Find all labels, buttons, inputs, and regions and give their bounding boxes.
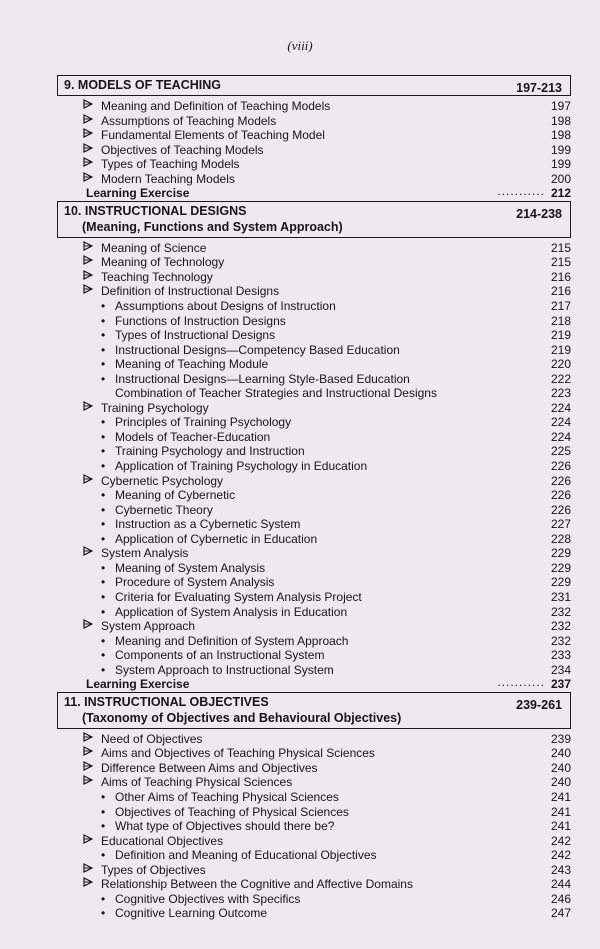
toc-entry[interactable] bbox=[57, 444, 571, 459]
bullet-dot-icon: • bbox=[101, 560, 106, 575]
bullet-dot-icon: • bbox=[101, 444, 106, 459]
dot-leader: ........... bbox=[497, 675, 545, 690]
entry-title: Criteria for Evaluating System Analysis Project bbox=[115, 589, 362, 604]
entry-title: Meaning of System Analysis bbox=[115, 560, 266, 575]
bullet-dot-icon: • bbox=[101, 488, 106, 503]
entry-page: 229 bbox=[550, 560, 571, 575]
bullet-dot-icon: • bbox=[101, 415, 106, 430]
entry-page: 242 bbox=[550, 848, 571, 863]
entry-title: Educational Objectives bbox=[101, 833, 224, 848]
dot-leader: ........... bbox=[497, 184, 545, 199]
entry-title: Components of an Instructional System bbox=[115, 648, 325, 663]
toc-entry[interactable] bbox=[57, 357, 571, 372]
toc-entry[interactable] bbox=[57, 270, 571, 285]
entry-title: Relationship Between the Cognitive and Affective Domains bbox=[101, 877, 413, 892]
arrow-bullet-icon bbox=[83, 255, 93, 271]
entry-title: Fundamental Elements of Teaching Model bbox=[101, 128, 325, 143]
toc-entry[interactable] bbox=[57, 819, 571, 834]
entry-page: 240 bbox=[550, 746, 571, 761]
entry-page: 241 bbox=[550, 789, 571, 804]
arrow-bullet-icon bbox=[83, 270, 93, 286]
entry-title: Types of Teaching Models bbox=[101, 157, 240, 172]
entry-page: 227 bbox=[550, 517, 571, 532]
entry-page: 231 bbox=[550, 589, 571, 604]
entry-title: Other Aims of Teaching Physical Sciences bbox=[115, 789, 339, 804]
entry-title: Definition and Meaning of Educational Objectives bbox=[115, 848, 377, 863]
chapter-number: 10. bbox=[64, 203, 82, 218]
entry-page: 225 bbox=[550, 444, 571, 459]
bullet-dot-icon: • bbox=[101, 459, 106, 474]
arrow-bullet-icon bbox=[83, 241, 93, 257]
bullet-dot-icon: • bbox=[101, 575, 106, 590]
chapter-title-text: MODELS OF TEACHING bbox=[77, 78, 221, 92]
entry-title: Models of Teacher-Education bbox=[115, 429, 271, 444]
entry-page: 198 bbox=[550, 128, 571, 143]
chapter-number: 11. bbox=[64, 694, 81, 709]
chapter-page-range: 239-261 bbox=[516, 697, 562, 712]
toc-entry[interactable] bbox=[57, 546, 571, 561]
chapter-header[interactable] bbox=[57, 201, 571, 238]
entry-title: System Approach to Instructional System bbox=[115, 662, 334, 677]
entry-page: 216 bbox=[550, 269, 571, 284]
entry-page: 241 bbox=[550, 819, 571, 834]
entry-title: Meaning of Teaching Module bbox=[115, 357, 269, 372]
toc-entry[interactable] bbox=[57, 255, 571, 270]
entry-page: 198 bbox=[550, 113, 571, 128]
entry-title: Cognitive Objectives with Specifics bbox=[115, 891, 301, 906]
arrow-bullet-icon bbox=[83, 746, 93, 762]
toc-entry[interactable] bbox=[57, 172, 571, 187]
entry-title: Meaning of Science bbox=[101, 240, 207, 255]
bullet-dot-icon: • bbox=[101, 531, 106, 546]
entry-title: Cybernetic Theory bbox=[115, 502, 213, 517]
toc-entry[interactable] bbox=[57, 663, 571, 678]
toc-entry[interactable] bbox=[57, 906, 571, 921]
toc-entry[interactable] bbox=[57, 863, 571, 878]
chapter-subtitle: (Taxonomy of Objectives and Behavioural Objectives) bbox=[82, 710, 402, 725]
entry-title: Combination of Teacher Strategies and Instructional Designs bbox=[115, 386, 437, 401]
entry-page: 219 bbox=[550, 328, 571, 343]
entry-page: 240 bbox=[550, 775, 571, 790]
toc-entry[interactable] bbox=[57, 790, 571, 805]
chapter-title-text: INSTRUCTIONAL DESIGNS bbox=[84, 203, 247, 218]
entry-title: Definition of Instructional Designs bbox=[101, 284, 280, 299]
entry-page: 212 bbox=[550, 186, 571, 201]
entry-title: Types of Instructional Designs bbox=[115, 328, 276, 343]
toc-entry[interactable] bbox=[57, 648, 571, 663]
entry-page: 246 bbox=[550, 891, 571, 906]
entry-page: 232 bbox=[550, 604, 571, 619]
chapter-title-text: INSTRUCTIONAL OBJECTIVES bbox=[84, 694, 269, 709]
toc-entry[interactable] bbox=[57, 143, 571, 158]
entry-title: Application of Cybernetic in Education bbox=[115, 531, 318, 546]
entry-page: 226 bbox=[550, 473, 571, 488]
entry-page: 226 bbox=[550, 488, 571, 503]
toc-entry[interactable] bbox=[57, 99, 571, 114]
bullet-dot-icon: • bbox=[101, 633, 106, 648]
chapter-subtitle: (Meaning, Functions and System Approach) bbox=[82, 219, 343, 234]
entry-page: 228 bbox=[550, 531, 571, 546]
chapter-title bbox=[64, 78, 221, 92]
entry-page: 220 bbox=[550, 357, 571, 372]
entry-page: 229 bbox=[550, 575, 571, 590]
entry-title: Teaching Technology bbox=[101, 269, 213, 284]
toc-entry[interactable] bbox=[57, 517, 571, 532]
entry-title: Application of System Analysis in Education bbox=[115, 604, 348, 619]
toc-entry[interactable] bbox=[57, 561, 571, 576]
chapter-header[interactable] bbox=[57, 692, 571, 729]
entry-page: 243 bbox=[550, 862, 571, 877]
entry-title: Training Psychology and Instruction bbox=[115, 444, 305, 459]
toc-entry[interactable] bbox=[57, 834, 571, 849]
toc-entry[interactable] bbox=[57, 575, 571, 590]
arrow-bullet-icon bbox=[83, 863, 93, 879]
bullet-dot-icon: • bbox=[101, 357, 106, 372]
entry-title: Application of Training Psychology in Education bbox=[115, 459, 368, 474]
bullet-dot-icon: • bbox=[101, 589, 106, 604]
entry-title: Instructional Designs—Learning Style-Based Education bbox=[115, 371, 410, 386]
entry-page: 247 bbox=[550, 906, 571, 921]
bullet-dot-icon: • bbox=[101, 604, 106, 619]
arrow-bullet-icon bbox=[83, 474, 93, 490]
entry-page: 215 bbox=[550, 255, 571, 270]
toc-entry[interactable] bbox=[57, 343, 571, 358]
entry-page: 219 bbox=[550, 342, 571, 357]
entry-page: 239 bbox=[550, 731, 571, 746]
entry-page: 218 bbox=[550, 313, 571, 328]
bullet-dot-icon: • bbox=[101, 848, 106, 863]
entry-page: 234 bbox=[550, 662, 571, 677]
entry-title: System Analysis bbox=[101, 546, 189, 561]
bullet-dot-icon: • bbox=[101, 429, 106, 444]
entry-page: 215 bbox=[550, 240, 571, 255]
chapter-title bbox=[64, 204, 246, 218]
arrow-bullet-icon bbox=[83, 284, 93, 300]
entry-title: Assumptions of Teaching Models bbox=[101, 113, 277, 128]
entry-title: What type of Objectives should there be? bbox=[115, 819, 335, 834]
arrow-bullet-icon bbox=[83, 128, 93, 144]
chapter-page-range: 214-238 bbox=[516, 206, 562, 221]
toc-entry[interactable] bbox=[57, 128, 571, 143]
toc-entry[interactable] bbox=[57, 746, 571, 761]
bullet-dot-icon: • bbox=[101, 789, 106, 804]
arrow-bullet-icon bbox=[83, 99, 93, 115]
entry-title: Meaning of Cybernetic bbox=[115, 488, 236, 503]
entry-page: 232 bbox=[550, 633, 571, 648]
entry-page: 223 bbox=[550, 386, 571, 401]
entry-page: 226 bbox=[550, 459, 571, 474]
chapter-number: 9. bbox=[64, 78, 75, 92]
toc-entry[interactable] bbox=[57, 299, 571, 314]
entry-title: Cognitive Learning Outcome bbox=[115, 906, 268, 921]
entry-page: 217 bbox=[550, 299, 571, 314]
entry-title: Modern Teaching Models bbox=[101, 171, 235, 186]
entry-title: Functions of Instruction Designs bbox=[115, 313, 286, 328]
chapter-page-range: 197-213 bbox=[516, 81, 562, 95]
bullet-dot-icon: • bbox=[101, 648, 106, 663]
entry-title: Objectives of Teaching of Physical Sciences bbox=[115, 804, 349, 819]
toc-entry[interactable] bbox=[57, 775, 571, 790]
arrow-bullet-icon bbox=[83, 834, 93, 850]
arrow-bullet-icon bbox=[83, 546, 93, 562]
entry-title: Aims and Objectives of Teaching Physical Sciences bbox=[101, 746, 375, 761]
entry-page: 199 bbox=[550, 142, 571, 157]
entry-page: 244 bbox=[550, 877, 571, 892]
toc-entry[interactable] bbox=[57, 619, 571, 634]
entry-title: Types of Objectives bbox=[101, 862, 206, 877]
entry-title: Meaning and Definition of System Approach bbox=[115, 633, 349, 648]
arrow-bullet-icon bbox=[83, 775, 93, 791]
toc-entry[interactable] bbox=[57, 241, 571, 256]
entry-title: Principles of Training Psychology bbox=[115, 415, 292, 430]
entry-page: 224 bbox=[550, 429, 571, 444]
toc-entry[interactable] bbox=[57, 848, 571, 863]
entry-page: 222 bbox=[550, 371, 571, 386]
entry-title: Learning Exercise bbox=[86, 186, 190, 201]
entry-page: 237 bbox=[550, 677, 571, 692]
entry-title: Objectives of Teaching Models bbox=[101, 142, 264, 157]
toc-entry[interactable] bbox=[57, 284, 571, 299]
entry-title: Need of Objectives bbox=[101, 731, 203, 746]
entry-page: 232 bbox=[550, 619, 571, 634]
toc-entry[interactable] bbox=[57, 386, 571, 401]
toc-entry[interactable] bbox=[57, 328, 571, 343]
toc-entry[interactable] bbox=[57, 590, 571, 605]
toc-entry[interactable] bbox=[57, 877, 571, 892]
arrow-bullet-icon bbox=[83, 172, 93, 188]
toc-entry[interactable] bbox=[57, 372, 571, 387]
page-number: (viii) bbox=[287, 38, 313, 53]
entry-title: Cybernetic Psychology bbox=[101, 473, 224, 488]
arrow-bullet-icon bbox=[83, 619, 93, 635]
toc-entry[interactable] bbox=[57, 157, 571, 172]
toc-entry[interactable] bbox=[57, 474, 571, 489]
entry-title: Difference Between Aims and Objectives bbox=[101, 760, 318, 775]
bullet-dot-icon: • bbox=[101, 517, 106, 532]
entry-page: 200 bbox=[550, 171, 571, 186]
arrow-bullet-icon bbox=[83, 143, 93, 159]
toc-entry[interactable] bbox=[57, 532, 571, 547]
arrow-bullet-icon bbox=[83, 157, 93, 173]
arrow-bullet-icon bbox=[83, 761, 93, 777]
entry-page: 199 bbox=[550, 157, 571, 172]
learning-exercise-row[interactable] bbox=[57, 186, 571, 201]
bullet-dot-icon: • bbox=[101, 299, 106, 314]
bullet-dot-icon: • bbox=[101, 328, 106, 343]
entry-page: 216 bbox=[550, 284, 571, 299]
entry-page: 229 bbox=[550, 546, 571, 561]
toc-entry[interactable] bbox=[57, 488, 571, 503]
toc-entry[interactable] bbox=[57, 634, 571, 649]
bullet-dot-icon: • bbox=[101, 371, 106, 386]
entry-title: Procedure of System Analysis bbox=[115, 575, 275, 590]
entry-page: 197 bbox=[550, 99, 571, 113]
toc-entry[interactable] bbox=[57, 314, 571, 329]
entry-title: Instructional Designs—Competency Based Education bbox=[115, 342, 400, 357]
entry-title: Meaning of Technology bbox=[101, 255, 225, 270]
entry-title: Training Psychology bbox=[101, 400, 209, 415]
toc-entry[interactable] bbox=[57, 401, 571, 416]
bullet-dot-icon: • bbox=[101, 819, 106, 834]
arrow-bullet-icon bbox=[83, 732, 93, 748]
entry-title: Instruction as a Cybernetic System bbox=[115, 517, 301, 532]
entry-page: 242 bbox=[550, 833, 571, 848]
entry-page: 226 bbox=[550, 502, 571, 517]
entry-title: System Approach bbox=[101, 619, 196, 634]
toc-entry[interactable] bbox=[57, 805, 571, 820]
toc-entry[interactable] bbox=[57, 430, 571, 445]
entry-page: 233 bbox=[550, 648, 571, 663]
toc-entry[interactable] bbox=[57, 503, 571, 518]
entry-page: 241 bbox=[550, 804, 571, 819]
arrow-bullet-icon bbox=[83, 114, 93, 130]
bullet-dot-icon: • bbox=[101, 313, 106, 328]
toc-entry[interactable] bbox=[57, 605, 571, 620]
toc-entry[interactable] bbox=[57, 459, 571, 474]
entry-page: 224 bbox=[550, 400, 571, 415]
entry-title: Aims of Teaching Physical Sciences bbox=[101, 775, 293, 790]
bullet-dot-icon: • bbox=[101, 804, 106, 819]
toc-entry[interactable] bbox=[57, 761, 571, 776]
bullet-dot-icon: • bbox=[101, 502, 106, 517]
arrow-bullet-icon bbox=[83, 877, 93, 893]
entry-page: 240 bbox=[550, 760, 571, 775]
entry-title: Learning Exercise bbox=[86, 677, 190, 692]
toc-entry[interactable] bbox=[57, 415, 571, 430]
bullet-dot-icon: • bbox=[101, 891, 106, 906]
arrow-bullet-icon bbox=[83, 401, 93, 417]
chapter-title bbox=[64, 695, 269, 709]
bullet-dot-icon: • bbox=[101, 662, 106, 677]
toc-entry[interactable] bbox=[57, 114, 571, 129]
bullet-dot-icon: • bbox=[101, 906, 106, 921]
toc-entry[interactable] bbox=[57, 732, 571, 747]
bullet-dot-icon: • bbox=[101, 342, 106, 357]
learning-exercise-row[interactable] bbox=[57, 677, 571, 692]
table-of-contents bbox=[57, 75, 571, 921]
toc-entry[interactable] bbox=[57, 892, 571, 907]
entry-page: 224 bbox=[550, 415, 571, 430]
entry-title: Assumptions about Designs of Instruction bbox=[115, 299, 336, 314]
entry-title: Meaning and Definition of Teaching Models bbox=[101, 99, 331, 113]
chapter-header[interactable] bbox=[57, 75, 571, 96]
